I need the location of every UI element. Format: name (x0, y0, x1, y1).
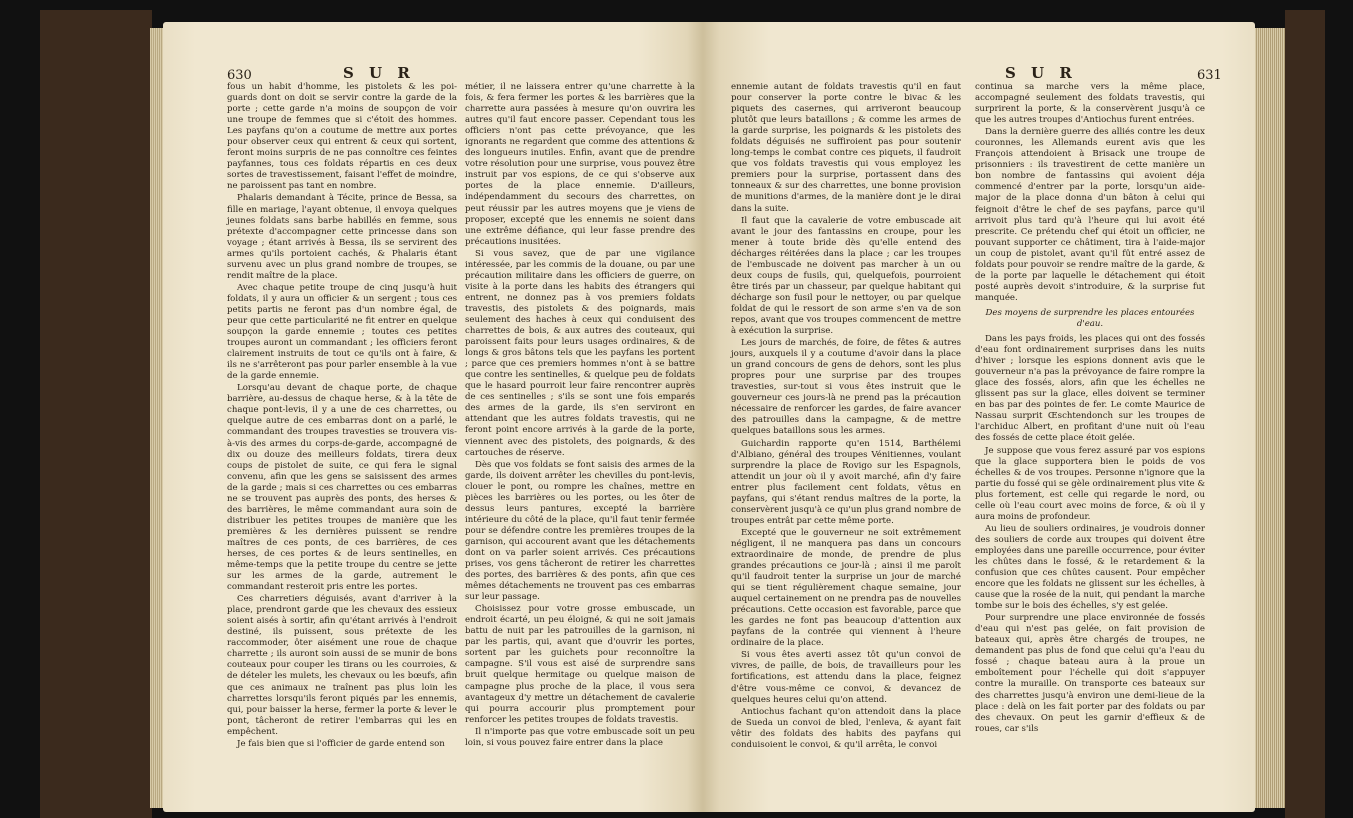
running-head-right: S U R (1005, 64, 1077, 82)
paragraph: Antiochus fachant qu'on attendoit dans la place de Sueda un convoi de bled, l'enleva, & ayant fait vêtir des foldats des habits des payfans qui conduisoient le convoi, & qu'il arrêta, le convoi (731, 706, 961, 750)
folio-left: 630 (227, 68, 252, 83)
paragraph: Pour surprendre une place environnée de fossés d'eau qui n'est pas gelée, on fait provision de bateaux qui, après être chargés de troupes, ne demandent pas plus de fond que celui qu'a l'eau du fossé ; chaque bateau aura à la proue un emboîtement pour l'échelle qui doit s'appuyer contre la muraille. On transporte ces bateaux sur des charrettes jusqu'à environ une demi-lieue de la place : delà on les fait porter par des foldats ou par des chevaux. On peut les garnir d'effieux & de roues, car s'ils (975, 613, 1205, 734)
right-page (703, 22, 1255, 812)
paragraph: Je fais bien que si l'officier de garde entend son (237, 738, 445, 749)
right-page-column-1 (731, 82, 961, 751)
paragraph: Avec chaque petite troupe de cinq jusqu'à huit foldats, il y aura un officier & un sergent ; tous ces petits partis ne feront pas d'un nombre égal, de peur que cette particularité ne fit entrer en quelque soupçon la garde ennemie ; toutes ces petites troupes auront un commandant ; les officiers feront clairement instruits de tout ce qu'ils ont à faire, & ils ne s'arrêteront pas pour parler ensemble à la vue de la garde ennemie. (227, 282, 457, 382)
paragraph: Je suppose que vous ferez assuré par vos espions que la glace supportera bien le poids de vos échelles & de vos troupes. Personne n'ignore que la partie du fossé qui se gèle ordinairement plus vite & plus fortement, est celle qui regarde le nord, ou celle où l'eau court avec moins de force, & où il y aura moins de profondeur. (975, 445, 1205, 522)
paragraph: fous un habit d'homme, les pistolets & les poi-guards dont on doit se servir contre la garde de la porte ; cette garde n'a moins de soupçon de voir une troupe de femmes que si c'étoit des hommes. Les payfans qu'on a coutume de mettre aux portes pour observer ceux qui entrent & ceux qui sortent, feront moins surpris de ne pas connoître ces feintes payfannes, tous ces foldats répartis en ces deux sortes de travestissement, faisant l'effet de moindre, ne paroissent pas tant en nombre. (227, 82, 457, 192)
paragraph: Phalaris demandant à Técite, prince de Bessa, sa fille en mariage, l'ayant obtenue, il envoya quelques jeunes foldats sans barbe habillés en femme, sous prétexte d'accompagner cette princesse dans son voyage ; étant arrivés à Bessa, ils se servirent des armes qu'ils portoient cachés, & Phalaris étant survenu avec un plus grand nombre de troupes, se rendit maître de la place. (227, 193, 457, 281)
paragraph: Dans la dernière guerre des alliés contre les deux couronnes, les Allemands eurent avis que les François attendoient à Brisack une troupe de prisonniers : ils travestirent de cette manière un bon nombre de fantassins qui avoient déja commencé d'entrer par la porte, lorsqu'un aide-major de la place donna d'un bâton à celui qui feignoit d'être le chef de ses payfans, parce qu'il arrivoit plus tard qu'à l'heure qui lui avoit été prescrite. Ce prétendu chef qui étoit un officier, ne pouvant supporter ce châtiment, tira à l'aide-major un coup de pistolet, avant qu'il fût entré assez de foldats pour pouvoir se rendre maître de la garde, & de la porte par laquelle le détachement qui étoit posté auprès devoit s'introduire, & la surprise fut manquée. (975, 127, 1205, 303)
section-heading: Des moyens de surprendre les places entourées d'eau. (985, 307, 1195, 329)
paragraph: Lorsqu'au devant de chaque porte, de chaque barrière, au-dessus de chaque herse, & à la tête de chaque pont-levis, il y a une de ces charrettes, ou quelque autre de ces embarras dont on a parlé, le commandant des troupes travesties se trouvera vis-à-vis des armes du corps-de-garde, accompagné de dix ou douze des meilleurs foldats, tirera deux coups de pistolet de suite, ce qui fera le signal convenu, afin que les gens se saisissent des armes de la garde ; mais si ces charrettes ou ces embarras ne se trouvent pas auprès des ponts, des herses & des barrières, le même commandant aura soin de distribuer les petites troupes de manière que les premières & les dernières puissent se rendre maîtres de ces ponts, de ces barrières, de ces herses, de ces portes & de leurs sentinelles, en même-temps que la petite troupe du centre se jette sur les armes de la garde, autrement le commandant resteroit pris entre les portes. (227, 383, 457, 593)
left-page-column-2 (465, 82, 695, 749)
paragraph: métier, il ne laissera entrer qu'une charrette à la fois, & fera fermer les portes & les barrières que la charrette aura passées à mesure qu'on ouvrira les autres qu'il faut encore passer. Cependant tous les officiers n'ont pas cette prévoyance, que les ignorants ne regardent que comme des attentions & des longueurs inutiles. Enfin, avant que de prendre votre résolution pour une surprise, vous pouvez être instruit par vos espions, de ce qui s'observe aux portes de la place ennemie. D'ailleurs, indépendamment du secours des charrettes, on peut réussir par les autres moyens que je viens de proposer, excepté que les ennemis ne soient dans une extrême défiance, qui leur fasse prendre des précautions inusitées. (465, 82, 695, 247)
paragraph: Au lieu de souliers ordinaires, je voudrois donner des souliers de corde aux troupes qui doivent être employées dans une pareille occurrence, pour éviter les chûtes dans le fossé, & le retardement & la confusion que ces chûtes causent. Pour empêcher encore que les foldats ne glissent sur les échelles, à cause que la rosée de la nuit, qui pendant la marche tombe sur le bois des échelles, s'y est gelée. (975, 523, 1205, 612)
paragraph: Dans les pays froids, les places qui ont des fossés d'eau font ordinairement surprises dans les nuits d'hiver ; lorsque les espions donnent avis que le gouverneur n'a pas la prévoyance de faire rompre la glace des fossés, alors, afin que les échelles ne glissent pas sur la glace, elles doivent se terminer en bas par des pointes de fer. Le comte Maurice de Nassau surprit Œschtendonch sur les troupes de l'archiduc Albert, en profitant d'une nuit où l'eau des fossés de cette place étoit gelée. (975, 334, 1205, 444)
paragraph: Il n'importe pas que votre embuscade soit un peu loin, si vous pouvez faire entrer dans la place (465, 726, 695, 748)
paragraph: Choisissez pour votre grosse embuscade, un endroit écarté, un peu éloigné, & qui ne soit jamais battu de nuit par les patrouilles de la garnison, ni par les partis, qui, avant que d'ouvrir les portes, sortent par les guichets pour reconnoître la campagne. S'il vous est aisé de surprendre sans bruit quelque hermitage ou quelque maison de campagne plus proche de la place, il vous sera avantageux d'y mettre un détachement de cavalerie qui pourra accourir plus promptement pour renforcer les petites troupes de foldats travestis. (465, 604, 695, 725)
paragraph: Ces charretiers déguisés, avant d'arriver à la place, prendront garde que les chevaux des essieux soient aisés à sortir, afin qu'étant arrivés à l'endroit destiné, ils puissent, sous prétexte de les raccommoder, ôter aisément une roue de chaque charrette ; ils auront soin aussi de se munir de bons couteaux pour couper les tirans ou les courroies, & de dételer les mulets, les chevaux ou les bœufs, afin que ces animaux ne traînent pas plus loin les charrettes lorsqu'ils feront piqués par les ennemis, qui, pour baisser la herse, fermer la porte & lever le pont, tâcheront de retirer l'embarras qui les en empêchent. (227, 594, 457, 737)
book-cover-right (1285, 10, 1325, 818)
paragraph: Si vous êtes averti assez tôt qu'un convoi de vivres, de paille, de bois, de travailleurs pour les fortifications, est attendu dans la place, feignez d'être vous-même ce convoi, & devancez de quelques heures celui qu'on attend. (731, 650, 961, 705)
paragraph: Il faut que la cavalerie de votre embuscade ait avant le jour des fantassins en croupe, pour les mener à toute bride dès qu'elle entend des décharges réitérées dans la place ; car les troupes de l'embuscade ne doivent pas marcher à un ou deux coups de fusils, qui, quelquefois, pourroient être tirés par un chasseur, par quelque habitant qui décharge son fusil pour le nettoyer, ou par quelque foldat de qui le ressort de son arme s'en va de son repos, avant que vos troupes commencent de mettre à exécution la surprise. (731, 215, 961, 337)
paragraph: Si vous savez, que de par une vigilance intéressée, par les commis de la douane, ou par une précaution militaire dans les officiers de guerre, on visite à la porte dans les habits des étrangers qui entrent, ne donnez pas à vos premiers foldats travestis, des pistolets & des poignards, mais seulement des haches à ceux qui conduisent des charrettes de bois, & aux autres des couteaux, qui paroissent faits pour leurs usages ordinaires, & de longs & gros bâtons tels que les payfans les portent ; parce que ces premiers hommes n'ont à se battre que contre les sentinelles, & quelque peu de foldats que le hasard pourroit leur faire rencontrer auprès de ces sentinelles ; s'ils se sont une fois emparés des armes de la garde, ils s'en serviront en attendant que les autres foldats travestis, qui ne feront point encore arrivés à la garde de la porte, viennent avec des pistolets, des poignards, & des cartouches de réserve. (465, 248, 695, 458)
running-head-left: S U R (343, 64, 415, 82)
left-page-column-1 (227, 82, 457, 750)
paragraph: Les jours de marchés, de foire, de fêtes & autres jours, auxquels il y a coutume d'avoir dans la place un grand concours de gens de dehors, sont les plus propres pour une surprise par des troupes travesties, sur-tout si vous êtes instruit que le gouverneur ces jours-là ne prend pas la précaution nécessaire de renforcer les gardes, de faire avancer des patrouilles dans la campagne, & de mettre quelques bataillons sous les armes. (731, 338, 961, 437)
paragraph: Dès que vos foldats se font saisis des armes de la garde, ils doivent arrêter les chevilles du pont-levis, clouer le pont, ou rompre les chaînes, mettre en pièces les barrières ou les portes, ou les ôter de dessus leurs pantures, excepté la barrière intérieure du côté de la place, qu'il faut tenir fermée pour se défendre contre les premières troupes de la garnison, qui accourent avant que les détachements dont on va parler soient arrivés. Ces précautions prises, vos gens tâcheront de retirer les charrettes des portes, des barrières & des ponts, afin que ces mêmes détachements ne trouvent pas ces embarras sur leur passage. (465, 459, 695, 603)
paragraph: continua sa marche vers la même place, accompagné seulement des foldats travestis, qui surprirent la porte, & la conservèrent jusqu'à ce que les autres troupes d'Antiochus furent entrées. (975, 82, 1205, 126)
book-cover-left (40, 10, 152, 818)
page-edges-right (1255, 28, 1285, 808)
right-page-column-2 (975, 82, 1205, 735)
left-page (163, 22, 703, 812)
page-edges-left (150, 28, 164, 808)
paragraph: ennemie autant de foldats travestis qu'il en faut pour conserver la porte contre le bivac & les piquets des casernes, qui arriveront beaucoup plutôt que leurs bataillons ; & comme les armes de la garde surprise, les poignards & les pistolets des foldats déguisés ne suffiroient pas pour soutenir long-temps le combat contre ces piquets, il faudroit que vos foldats travestis qui vous employez les premiers pour la surprise, portassent dans des tonneaux & sur des charrettes, une bonne provision de munitions d'armes, de la manière dont je le dirai dans la suite. (731, 82, 961, 214)
paragraph: Excepté que le gouverneur ne soit extrêmement négligent, il ne manquera pas dans un concours extraordinaire de monde, de prendre de plus grandes précautions ce jour-là ; ainsi il me paroît qu'il faudroit tenter la surprise un jour de marché qui se tient régulièrement chaque semaine, jour auquel certainement on ne prendra pas de nouvelles précautions. Cette occasion est favorable, parce que les gardes ne font pas beaucoup d'attention aux payfans de la contrée qui viennent à l'heure ordinaire de la place. (731, 527, 961, 649)
folio-right: 631 (1197, 68, 1222, 83)
paragraph: Guichardin rapporte qu'en 1514, Barthélemi d'Albiano, général des troupes Vénitiennes, voulant surprendre la place de Rovigo sur les Espagnols, attendit un jour où il y avoit marché, afin d'y faire entrer plus facilement cent foldats, vêtus en payfans, qui s'étant rendus maîtres de la porte, la conservèrent jusqu'à ce qu'un plus grand nombre de troupes entrât par cette même porte. (731, 438, 961, 526)
